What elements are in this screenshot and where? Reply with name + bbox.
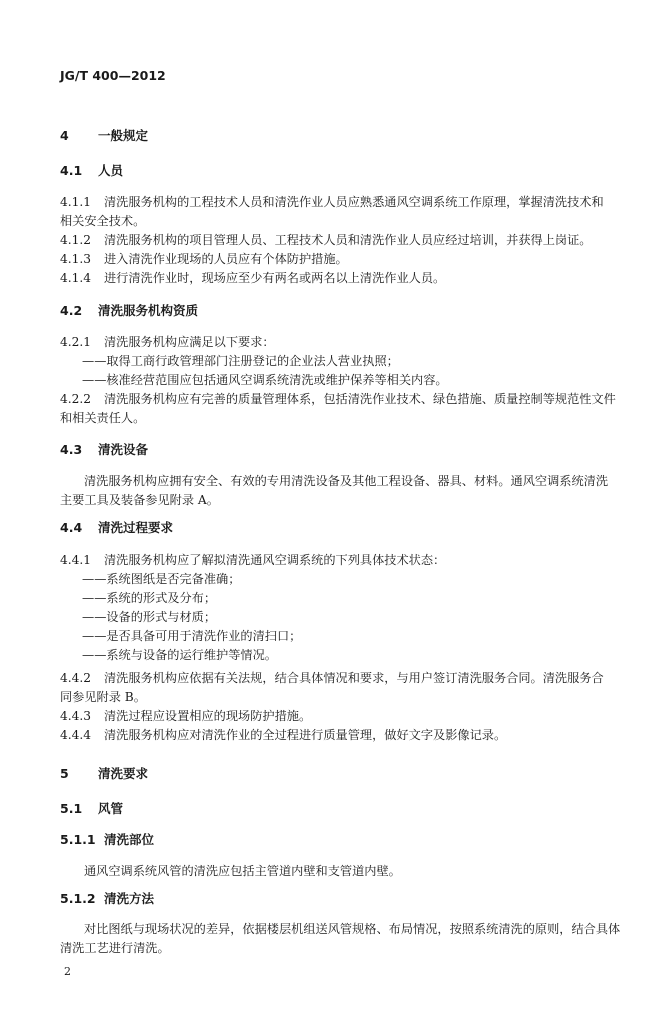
clause-text: 清洗服务机构应有完善的质量管理体系，包括清洗作业技术、绿色措施、质量控制等规范性文件 [104, 392, 616, 406]
clause-text: 清洗服务机构应对清洗作业的全过程进行质量管理，做好文字及影像记录。 [104, 728, 507, 742]
standard-code-header: JG/T 400—2012 [60, 68, 166, 83]
section-number: 4.2 [60, 303, 83, 318]
clause-text: 清洗服务机构的工程技术人员和清洗作业人员应熟悉通风空调系统工作原理，掌握清洗技术和 [104, 195, 604, 209]
section-5-1-heading [60, 801, 640, 817]
clause-4-4-2-continuation: 同参见附录 B。 [60, 690, 146, 704]
section-5-heading [60, 766, 640, 782]
section-4-3-heading [60, 442, 640, 458]
section-title: 清洗方法 [104, 891, 155, 906]
section-title: 清洗部位 [104, 832, 155, 847]
paragraph-5-1-2: 对比图纸与现场状况的差异，依据楼层机组送风管规格、布局情况，按照系统清洗的原则，结合具体 [84, 922, 621, 936]
clause-4-1-3 [60, 251, 640, 267]
clause-text: 进入清洗作业现场的人员应有个体防护措施。 [104, 252, 348, 266]
section-title: 风管 [98, 801, 124, 816]
clause-4-1-1-continuation: 相关安全技术。 [60, 214, 146, 228]
paragraph-5-1-2-continuation: 清洗工艺进行清洗。 [60, 941, 170, 955]
paragraph-4-3-continuation: 主要工具及装备参见附录 A。 [60, 493, 219, 507]
clause-4-4-3 [60, 708, 640, 724]
section-number: 4 [60, 128, 69, 143]
clause-text: 清洗服务机构应依据有关法规，结合具体情况和要求，与用户签订清洗服务合同。清洗服务合 [104, 671, 604, 685]
section-number: 5.1.2 [60, 891, 96, 906]
section-number: 5 [60, 766, 69, 781]
clause-number: 4.4.3 [60, 709, 92, 723]
section-5-1-1-heading [60, 832, 640, 848]
section-number: 4.1 [60, 163, 83, 178]
dash-item: ——取得工商行政管理部门注册登记的企业法人营业执照； [82, 354, 399, 368]
section-title: 人员 [98, 163, 124, 178]
clause-number: 4.4.1 [60, 553, 92, 567]
clause-4-4-2 [60, 670, 640, 686]
clause-4-1-4 [60, 270, 640, 286]
dash-item: ——是否具备可用于清洗作业的清扫口； [82, 629, 302, 643]
clause-4-1-1 [60, 194, 640, 210]
clause-number: 4.4.2 [60, 671, 92, 685]
page-number: 2 [64, 965, 71, 978]
clause-text: 清洗服务机构的项目管理人员、工程技术人员和清洗作业人员应经过培训，并获得上岗证。 [104, 233, 592, 247]
section-title: 清洗设备 [98, 442, 149, 457]
clause-number: 4.1.2 [60, 233, 92, 247]
clause-4-4-4 [60, 727, 640, 743]
clause-number: 4.2.1 [60, 335, 92, 349]
section-title: 清洗服务机构资质 [98, 303, 199, 318]
clause-number: 4.2.2 [60, 392, 92, 406]
clause-number: 4.1.1 [60, 195, 92, 209]
clause-number: 4.1.3 [60, 252, 92, 266]
dash-item: ——系统的形式及分布； [82, 591, 217, 605]
section-number: 5.1 [60, 801, 83, 816]
clause-text: 清洗过程应设置相应的现场防护措施。 [104, 709, 312, 723]
clause-4-1-2 [60, 232, 640, 248]
paragraph-5-1-1: 通风空调系统风管的清洗应包括主管道内壁和支管道内壁。 [84, 864, 401, 878]
section-4-4-heading [60, 520, 640, 536]
section-title: 一般规定 [98, 128, 149, 143]
dash-item: ——核准经营范围应包括通风空调系统清洗或维护保养等相关内容。 [82, 373, 448, 387]
clause-4-2-1 [60, 334, 640, 350]
clause-4-4-1 [60, 552, 640, 568]
section-title: 清洗要求 [98, 766, 149, 781]
clause-4-2-2 [60, 391, 640, 407]
section-5-1-2-heading [60, 891, 640, 907]
dash-item: ——系统图纸是否完备准确； [82, 572, 241, 586]
paragraph-4-3: 清洗服务机构应拥有安全、有效的专用清洗设备及其他工程设备、器具、材料。通风空调系统清洗 [84, 474, 609, 488]
clause-number: 4.1.4 [60, 271, 92, 285]
section-4-2-heading [60, 303, 640, 319]
section-number: 4.4 [60, 520, 83, 535]
dash-item: ——设备的形式与材质； [82, 610, 217, 624]
clause-text: 清洗服务机构应满足以下要求： [104, 335, 275, 349]
clause-number: 4.4.4 [60, 728, 92, 742]
clause-4-2-2-continuation: 和相关责任人。 [60, 411, 146, 425]
section-4-1-heading [60, 163, 640, 179]
section-4-heading [60, 128, 640, 144]
section-number: 4.3 [60, 442, 83, 457]
section-number: 5.1.1 [60, 832, 96, 847]
section-title: 清洗过程要求 [98, 520, 174, 535]
clause-text: 清洗服务机构应了解拟清洗通风空调系统的下列具体技术状态： [104, 553, 446, 567]
dash-item: ——系统与设备的运行维护等情况。 [82, 648, 277, 662]
clause-text: 进行清洗作业时，现场应至少有两名或两名以上清洗作业人员。 [104, 271, 446, 285]
